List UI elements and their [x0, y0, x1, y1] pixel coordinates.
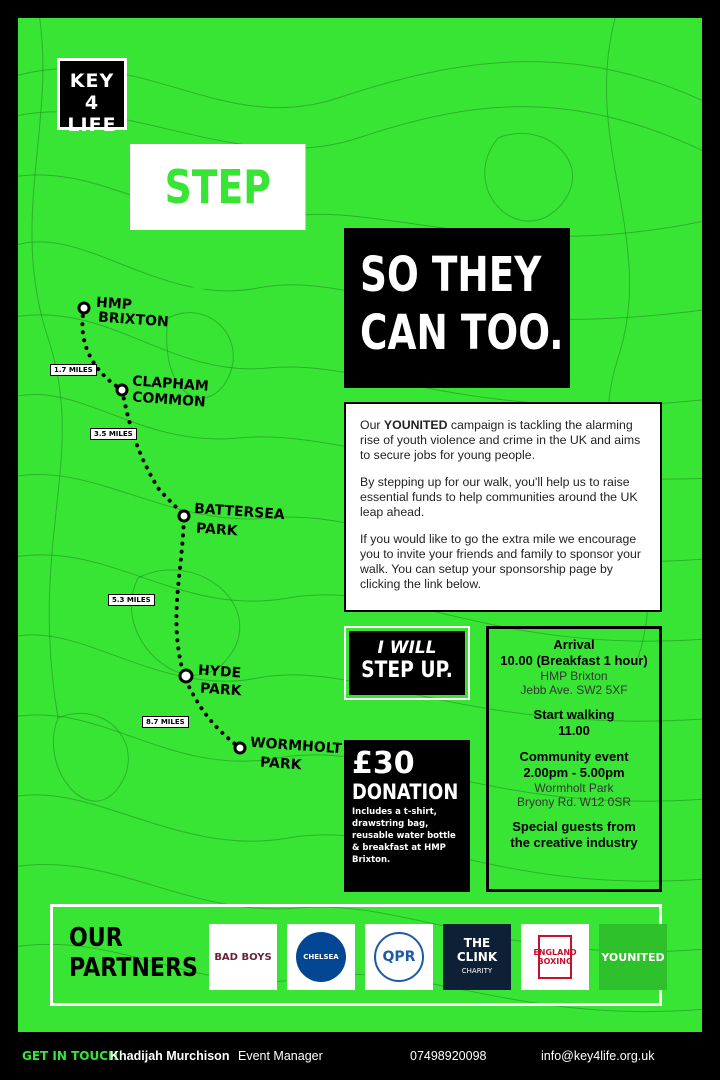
distance-label: 5.3 MILES	[108, 594, 155, 606]
stop-hmp-brixton	[79, 303, 89, 313]
younited-highlight: YOUNITED	[383, 418, 448, 432]
event-heading: Community event	[519, 749, 629, 764]
logo-line-1: KEY 4	[69, 70, 115, 114]
place-label-wormholt: WORMHOLT	[249, 734, 343, 758]
guests-line-1: Special guests from	[512, 819, 636, 834]
partner-name: THE CLINK	[456, 936, 498, 964]
event-location-2: Bryony Rd. W12 0SR	[516, 795, 632, 809]
place-label-park-3: PARK	[259, 754, 302, 774]
partner-subtitle: CHARITY	[461, 967, 493, 975]
stop-wormholt-park	[235, 743, 245, 753]
event-time: 2.00pm - 5.00pm	[523, 765, 625, 780]
stop-clapham-common	[117, 385, 127, 395]
qpr-crest-icon	[374, 932, 424, 982]
headline-line-b: CAN TOO.	[360, 305, 564, 361]
place-label-hyde: HYDE	[197, 662, 242, 682]
donation-label: DONATION	[352, 780, 459, 804]
distance-label: 3.5 MILES	[90, 428, 137, 440]
get-in-touch-label: GET IN TOUCH	[22, 1049, 119, 1063]
walk-time: 11.00	[558, 723, 590, 738]
arrival-location-2: Jebb Ave. SW2 5XF	[520, 683, 628, 697]
partner-logo-england-boxing[interactable]	[521, 924, 589, 990]
donation-box	[344, 740, 470, 892]
place-label-park-1: PARK	[195, 520, 238, 540]
arrival-location-1: HMP Brixton	[540, 669, 608, 683]
cta-line-2: STEP UP.	[361, 658, 453, 683]
schedule-box	[486, 626, 662, 892]
partner-name: BAD BOYS	[214, 951, 272, 963]
info-paragraph-1	[360, 418, 646, 463]
partner-name: YOUNITED	[601, 950, 665, 964]
campaign-info-box	[344, 402, 662, 612]
footer	[0, 1032, 720, 1080]
partners-title	[69, 923, 198, 983]
i-will-step-up-button[interactable]	[344, 626, 470, 700]
info-text: Our	[360, 418, 384, 432]
distance-label: 8.7 MILES	[142, 716, 189, 728]
chelsea-crest-icon	[296, 932, 346, 982]
walk-heading: Start walking	[533, 707, 615, 722]
england-boxing-crest-icon	[533, 935, 577, 979]
poster	[18, 18, 702, 1032]
partner-name: ENGLAND BOXING	[533, 948, 577, 966]
info-paragraph-2: By stepping up for our walk, you'll help us to raise essential funds to help communities around the UK leap ahead.	[360, 475, 638, 519]
contact-email[interactable]: info@key4life.org.uk	[541, 1049, 655, 1063]
contact-name: Khadijah Murchison	[110, 1049, 230, 1063]
headline-step-up: STEP UP.	[130, 144, 305, 230]
place-label-common: COMMON	[131, 389, 207, 411]
logo-line-2: LIFE	[67, 114, 117, 136]
partner-logo-bad-boys[interactable]	[209, 924, 277, 990]
donation-description: Includes a t-shirt, drawstring bag, reusable water bottle & breakfast at HMP Brixton.	[352, 807, 456, 865]
guests-line-2: the creative industry	[510, 835, 638, 850]
cta-inner	[349, 631, 465, 695]
place-label-battersea: BATTERSEA	[193, 500, 286, 524]
partners-title-line-2: PARTNERS	[69, 953, 198, 983]
arrival-heading: Arrival	[553, 637, 595, 652]
cta-line-1: I WILL	[377, 638, 437, 658]
arrival-time: 10.00 (Breakfast 1 hour)	[500, 653, 648, 668]
partners-box	[50, 904, 665, 1006]
donation-amount: £30	[352, 746, 415, 781]
distance-label: 1.7 MILES	[50, 364, 97, 376]
place-label-park-2: PARK	[199, 680, 242, 700]
stop-battersea-park	[179, 511, 189, 521]
partner-logo-the-clink[interactable]	[443, 924, 511, 990]
partner-logo-qpr[interactable]	[365, 924, 433, 990]
event-location-1: Wormholt Park	[534, 781, 614, 795]
partners-title-line-1: OUR	[69, 923, 123, 953]
partner-logo-younited[interactable]	[599, 924, 667, 990]
contact-role: Event Manager	[238, 1049, 323, 1063]
place-label-brixton: BRIXTON	[97, 309, 170, 331]
partner-logo-chelsea[interactable]	[287, 924, 355, 990]
place-label-clapham: CLAPHAM	[131, 373, 210, 395]
partner-name: QPR	[382, 949, 416, 965]
place-label-hmp: HMP	[95, 294, 133, 314]
headline-line-a: SO THEY	[360, 247, 542, 303]
partner-name: CHELSEA	[303, 953, 339, 961]
info-paragraph-3: If you would like to go the extra mile we encourage you to invite your friends and family to sponsor your walk. You can setup your sponsorship page by clicking the link below.	[360, 532, 641, 591]
info-text: campaign is tackling the alarming rise of youth violence and crime in the UK and aims to secure jobs for young people.	[360, 418, 641, 462]
contact-phone[interactable]: 07498920098	[410, 1049, 487, 1063]
stop-hyde-park	[180, 670, 192, 682]
